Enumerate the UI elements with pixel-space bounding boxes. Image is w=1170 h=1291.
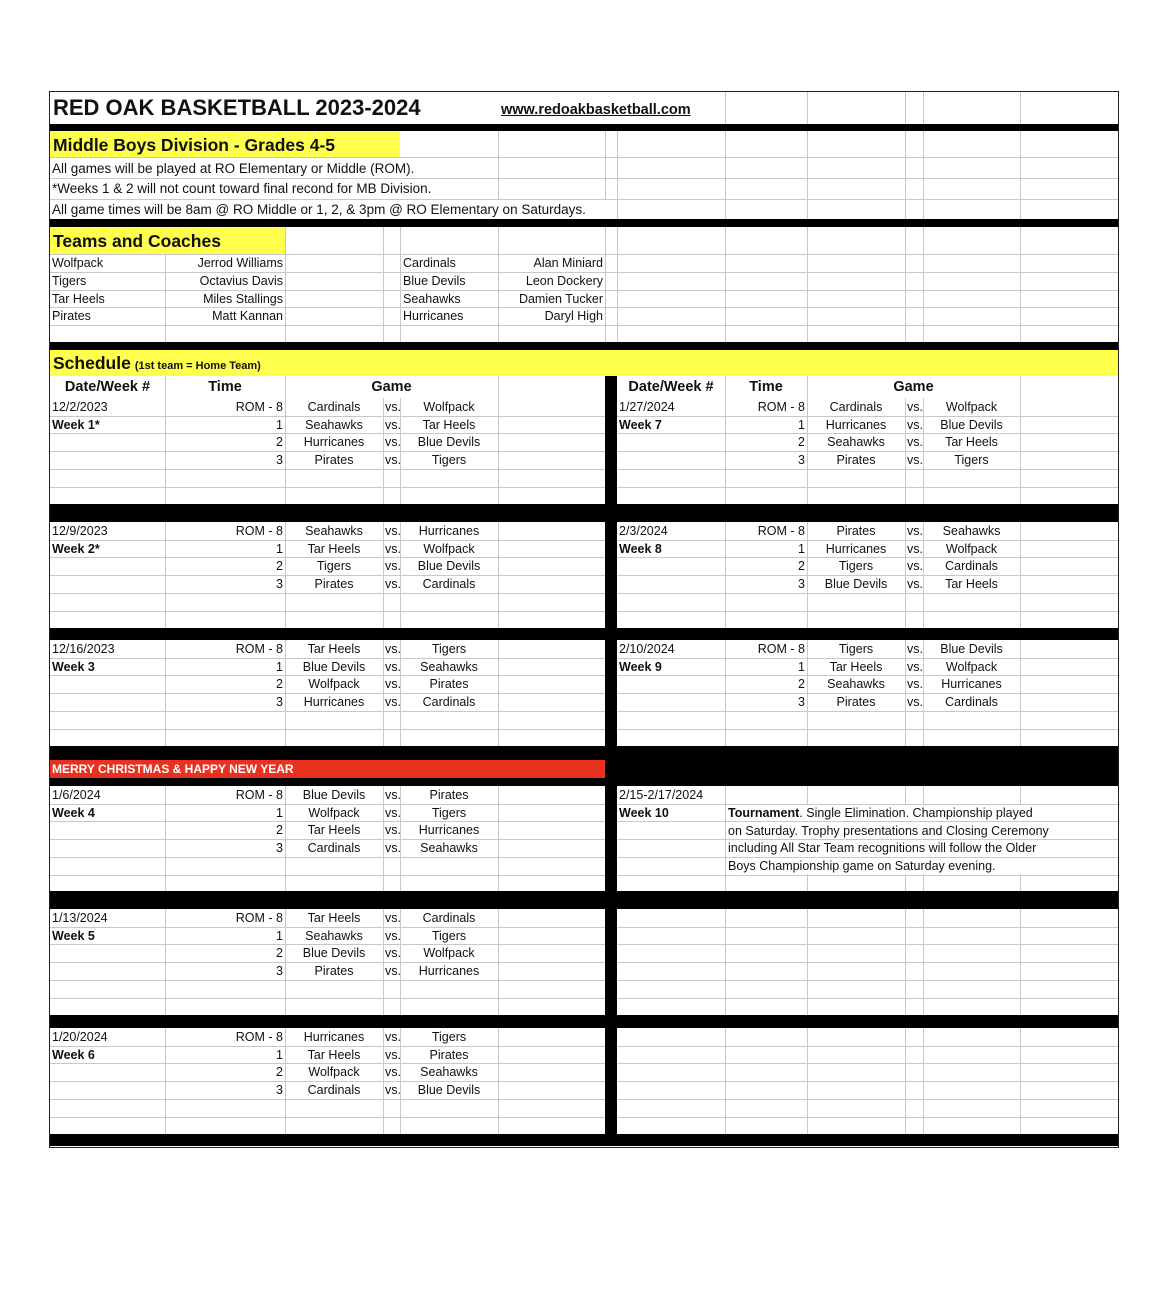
coach-name: Damien Tucker xyxy=(518,292,603,306)
vs-label: vs. xyxy=(385,788,401,802)
week-date: 2/3/2024 xyxy=(619,524,668,538)
away-team: Wolfpack xyxy=(423,400,475,414)
game-time: 3 xyxy=(276,1083,283,1097)
home-team: Pirates xyxy=(314,453,354,467)
away-team: Tar Heels xyxy=(422,418,476,432)
away-team: Seahawks xyxy=(420,660,478,674)
away-team: Hurricanes xyxy=(418,964,480,978)
game-time: 2 xyxy=(276,559,283,573)
home-team: Pirates xyxy=(836,453,876,467)
game-time: 3 xyxy=(798,453,805,467)
tournament-text: . Single Elimination. Championship played xyxy=(799,806,1033,820)
division-note: All game times will be 8am @ RO Middle or 1, 2, & 3pm @ RO Elementary on Saturdays. xyxy=(52,202,586,217)
vs-label: vs. xyxy=(907,642,923,656)
coach-name: Alan Miniard xyxy=(533,256,603,270)
vs-label: vs. xyxy=(907,559,923,573)
vs-label: vs. xyxy=(385,642,401,656)
away-team: Pirates xyxy=(429,788,469,802)
home-team: Seahawks xyxy=(305,929,363,943)
team-name: Blue Devils xyxy=(403,274,466,288)
home-team: Tar Heels xyxy=(307,1048,361,1062)
home-team: Hurricanes xyxy=(825,542,887,556)
week-label: Week 6 xyxy=(52,1047,95,1062)
team-name: Hurricanes xyxy=(403,309,464,323)
game-time: 3 xyxy=(276,964,283,978)
week-label: Week 1* xyxy=(52,417,100,432)
game-time: 1 xyxy=(276,929,283,943)
game-time: 2 xyxy=(798,435,805,449)
home-team: Tigers xyxy=(838,559,874,573)
away-team: Blue Devils xyxy=(940,642,1003,656)
away-team: Pirates xyxy=(429,677,469,691)
game-time: 2 xyxy=(798,559,805,573)
away-team: Blue Devils xyxy=(940,418,1003,432)
home-team: Blue Devils xyxy=(302,660,366,674)
vs-label: vs. xyxy=(385,911,401,925)
away-team: Blue Devils xyxy=(417,435,481,449)
vs-label: vs. xyxy=(385,677,401,691)
vs-label: vs. xyxy=(385,929,401,943)
week-date: 1/13/2024 xyxy=(52,911,108,925)
column-header-date: Date/Week # xyxy=(64,379,151,395)
coach-name: Miles Stallings xyxy=(203,292,283,306)
vs-label: vs. xyxy=(907,577,923,591)
coach-name: Jerrod Williams xyxy=(197,256,283,270)
tournament-text: including All Star Team recognitions will follow the Older xyxy=(728,841,1037,855)
vs-label: vs. xyxy=(907,435,923,449)
away-team: Tigers xyxy=(431,1030,467,1044)
game-time: 2 xyxy=(276,823,283,837)
away-team: Wolfpack xyxy=(423,542,475,556)
game-time: ROM - 8 xyxy=(235,524,283,538)
home-team: Blue Devils xyxy=(824,577,888,591)
game-time: ROM - 8 xyxy=(235,788,283,802)
schedule-title xyxy=(53,352,261,377)
week-label: Week 9 xyxy=(619,659,662,674)
away-team: Seahawks xyxy=(420,841,478,855)
team-name: Wolfpack xyxy=(52,256,104,270)
vs-label: vs. xyxy=(385,400,401,414)
home-team: Tar Heels xyxy=(307,542,361,556)
away-team: Tigers xyxy=(954,453,989,467)
vs-label: vs. xyxy=(385,524,401,538)
home-team: Wolfpack xyxy=(308,677,360,691)
game-time: 1 xyxy=(276,660,283,674)
home-team: Tar Heels xyxy=(307,642,361,656)
schedule-title-text: Schedule xyxy=(53,353,131,373)
away-team: Cardinals xyxy=(422,911,476,925)
home-team: Wolfpack xyxy=(308,1065,360,1079)
vs-label: vs. xyxy=(385,695,401,709)
game-time: 3 xyxy=(276,841,283,855)
team-name: Tigers xyxy=(52,274,87,288)
game-time: 1 xyxy=(276,1048,283,1062)
home-team: Tar Heels xyxy=(307,823,361,837)
home-team: Tigers xyxy=(838,642,874,656)
week-label: Week 5 xyxy=(52,928,95,943)
vs-label: vs. xyxy=(385,577,401,591)
vs-label: vs. xyxy=(385,806,401,820)
vs-label: vs. xyxy=(385,435,401,449)
game-time: 3 xyxy=(276,453,283,467)
home-team: Tar Heels xyxy=(307,911,361,925)
home-team: Hurricanes xyxy=(825,418,887,432)
vs-label: vs. xyxy=(907,542,923,556)
vs-label: vs. xyxy=(907,660,923,674)
away-team: Blue Devils xyxy=(417,1083,481,1097)
website-link[interactable]: www.redoakbasketball.com xyxy=(501,102,691,118)
week-date: 1/27/2024 xyxy=(619,400,675,414)
vs-label: vs. xyxy=(907,524,923,538)
vs-label: vs. xyxy=(907,400,923,414)
tournament-text: on Saturday. Trophy presentations and Closing Ceremony xyxy=(728,824,1049,838)
game-time: 3 xyxy=(276,577,283,591)
week-date: 1/20/2024 xyxy=(52,1030,108,1044)
vs-label: vs. xyxy=(907,695,923,709)
home-team: Hurricanes xyxy=(303,1030,365,1044)
game-time: ROM - 8 xyxy=(757,400,805,414)
page-title: RED OAK BASKETBALL 2023-2024 xyxy=(53,95,421,120)
coach-name: Daryl High xyxy=(544,309,603,323)
vs-label: vs. xyxy=(385,559,401,573)
home-team: Pirates xyxy=(314,964,354,978)
home-team: Seahawks xyxy=(827,435,885,449)
division-note: All games will be played at RO Elementary or Middle (ROM). xyxy=(52,161,415,176)
column-header-date: Date/Week # xyxy=(628,379,714,395)
home-team: Hurricanes xyxy=(303,695,365,709)
game-time: ROM - 8 xyxy=(235,400,283,414)
away-team: Cardinals xyxy=(422,695,476,709)
vs-label: vs. xyxy=(385,823,401,837)
away-team: Tar Heels xyxy=(945,577,998,591)
week-date: 12/16/2023 xyxy=(52,642,115,656)
game-time: 2 xyxy=(276,435,283,449)
home-team: Hurricanes xyxy=(303,435,365,449)
vs-label: vs. xyxy=(385,418,401,432)
vs-label: vs. xyxy=(385,1083,401,1097)
game-time: 2 xyxy=(798,677,805,691)
team-name: Tar Heels xyxy=(52,292,105,306)
division-note: *Weeks 1 & 2 will not count toward final recond for MB Division. xyxy=(52,181,432,196)
coach-name: Matt Kannan xyxy=(212,309,283,323)
home-team: Blue Devils xyxy=(302,946,366,960)
game-time: 3 xyxy=(798,695,805,709)
holiday-label: MERRY CHRISTMAS & HAPPY NEW YEAR xyxy=(52,762,294,776)
game-time: 3 xyxy=(276,695,283,709)
week-label: Week 7 xyxy=(619,417,662,432)
game-time: ROM - 8 xyxy=(235,642,283,656)
vs-label: vs. xyxy=(385,1030,401,1044)
vs-label: vs. xyxy=(907,677,923,691)
vs-label: vs. xyxy=(385,453,401,467)
away-team: Cardinals xyxy=(945,695,998,709)
away-team: Seahawks xyxy=(420,1065,478,1079)
game-time: 1 xyxy=(276,542,283,556)
away-team: Hurricanes xyxy=(418,524,480,538)
week-label: Week 2* xyxy=(52,541,100,556)
vs-label: vs. xyxy=(385,946,401,960)
home-team: Tigers xyxy=(316,559,352,573)
away-team: Cardinals xyxy=(422,577,476,591)
vs-label: vs. xyxy=(385,1048,401,1062)
week-label: Week 10 xyxy=(619,806,669,820)
home-team: Cardinals xyxy=(307,1083,361,1097)
coach-name: Octavius Davis xyxy=(199,274,283,288)
away-team: Blue Devils xyxy=(417,559,481,573)
away-team: Wolfpack xyxy=(423,946,475,960)
column-header-game: Game xyxy=(893,379,934,395)
away-team: Tigers xyxy=(431,642,467,656)
vs-label: vs. xyxy=(385,542,401,556)
week-date: 2/10/2024 xyxy=(619,642,675,656)
home-team: Pirates xyxy=(836,524,876,538)
week-label: Week 8 xyxy=(619,541,662,556)
tournament-text: Boys Championship game on Saturday evening. xyxy=(728,859,996,873)
home-team: Cardinals xyxy=(829,400,883,414)
away-team: Cardinals xyxy=(945,559,998,573)
home-team: Wolfpack xyxy=(308,806,360,820)
column-header-game: Game xyxy=(371,379,412,395)
vs-label: vs. xyxy=(385,964,401,978)
team-name: Cardinals xyxy=(403,256,456,270)
away-team: Seahawks xyxy=(942,524,1001,538)
away-team: Hurricanes xyxy=(941,677,1002,691)
home-team: Blue Devils xyxy=(302,788,366,802)
vs-label: vs. xyxy=(385,660,401,674)
schedule-subtitle: (1st team = Home Team) xyxy=(134,360,261,372)
game-time: ROM - 8 xyxy=(235,1030,283,1044)
game-time: 1 xyxy=(276,418,283,432)
home-team: Pirates xyxy=(314,577,354,591)
vs-label: vs. xyxy=(907,418,923,432)
away-team: Tigers xyxy=(431,453,467,467)
vs-label: vs. xyxy=(385,841,401,855)
week-date: 1/6/2024 xyxy=(52,788,101,802)
team-name: Pirates xyxy=(52,309,91,323)
away-team: Pirates xyxy=(429,1048,469,1062)
game-time: 1 xyxy=(276,806,283,820)
column-header-time: Time xyxy=(749,379,783,395)
game-time: ROM - 8 xyxy=(757,642,805,656)
home-team: Seahawks xyxy=(305,418,363,432)
game-time: 3 xyxy=(798,577,805,591)
home-team: Seahawks xyxy=(305,524,363,538)
game-time: 1 xyxy=(798,542,805,556)
home-team: Pirates xyxy=(836,695,876,709)
week-label: Week 4 xyxy=(52,805,95,820)
teams-title: Teams and Coaches xyxy=(53,231,221,251)
away-team: Tar Heels xyxy=(945,435,998,449)
game-time: 2 xyxy=(276,946,283,960)
week-date: 12/9/2023 xyxy=(52,524,108,538)
away-team: Hurricanes xyxy=(418,823,480,837)
team-name: Seahawks xyxy=(403,292,461,306)
away-team: Tigers xyxy=(431,929,467,943)
game-time: 2 xyxy=(276,1065,283,1079)
away-team: Tigers xyxy=(431,806,467,820)
coach-name: Leon Dockery xyxy=(525,274,603,288)
home-team: Seahawks xyxy=(827,677,885,691)
division-title: Middle Boys Division - Grades 4-5 xyxy=(53,135,336,155)
away-team: Wolfpack xyxy=(945,542,998,556)
game-time: ROM - 8 xyxy=(757,524,805,538)
vs-label: vs. xyxy=(907,453,923,467)
away-team: Wolfpack xyxy=(945,660,998,674)
week-label: Week 3 xyxy=(52,659,95,674)
home-team: Cardinals xyxy=(307,841,361,855)
away-team: Wolfpack xyxy=(945,400,998,414)
game-time: 1 xyxy=(798,660,805,674)
tournament-description xyxy=(728,804,1033,822)
home-team: Tar Heels xyxy=(829,660,883,674)
home-team: Cardinals xyxy=(307,400,361,414)
column-header-time: Time xyxy=(208,379,242,395)
game-time: ROM - 8 xyxy=(235,911,283,925)
vs-label: vs. xyxy=(385,1065,401,1079)
week-date: 12/2/2023 xyxy=(52,400,108,414)
week-date: 2/15-2/17/2024 xyxy=(619,788,704,802)
tournament-label: Tournament xyxy=(728,806,800,820)
game-time: 2 xyxy=(276,677,283,691)
game-time: 1 xyxy=(798,418,805,432)
